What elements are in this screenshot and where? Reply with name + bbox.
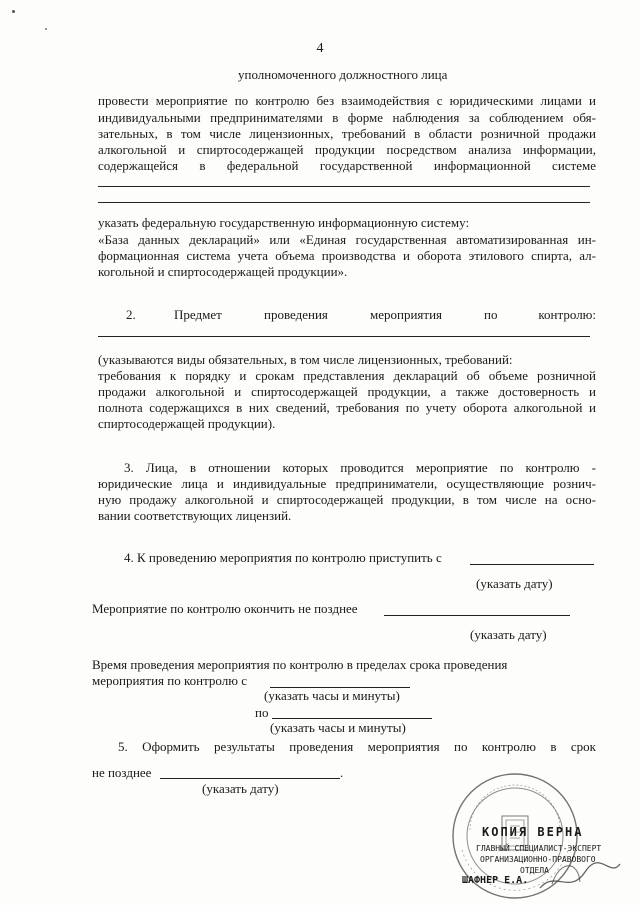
blank-line (98, 336, 590, 337)
heading-word: контролю: (538, 307, 596, 322)
end-date-field[interactable] (384, 615, 570, 616)
stamp-signer-name: ШАФНЕР Е.А. (462, 875, 529, 886)
end-date-text: Мероприятие по контролю окончить не позднее (92, 601, 358, 616)
result-date-hint: (указать дату) (202, 781, 279, 796)
time-line-1: Время проведения мероприятия по контролю в пределах срока проведения (92, 657, 508, 672)
heading-word: проведения (264, 307, 328, 322)
info-system-hint: указать федеральную государственную информационную систему: (98, 215, 470, 230)
section-2-line-5: спиртосодержащей продукции). (98, 416, 276, 431)
intro-line-5: содержащейся в федеральной государственной информационной системе (98, 158, 596, 173)
section-number: 2. (126, 307, 136, 322)
section-3-line-3: ную продажу алкогольной и спиртосодержащей продукции, в том числе на осно- (98, 492, 596, 507)
section-2-line-1: (указываются виды обязательных, в том числе лицензионных, требований: (98, 352, 513, 367)
stamp-line-2: ОРГАНИЗАЦИОННО-ПРАВОВОГО (480, 855, 596, 864)
heading-word: Предмет (174, 307, 222, 322)
heading-word: по (484, 307, 498, 322)
start-date-hint: (указать дату) (476, 576, 553, 591)
scan-speck (45, 28, 47, 30)
page-number: 4 (316, 41, 324, 56)
intro-line-3: зательных, в том числе лицензионных, требований в области розничной продажи (98, 126, 596, 141)
stamp-line-1: ГЛАВНЫЙ СПЕЦИАЛИСТ-ЭКСПЕРТ (476, 844, 602, 853)
section-2-line-4: полнота содержащихся в них сведений, требования по учету оборота алкогольной и (98, 400, 596, 415)
start-date-text: 4. К проведению мероприятия по контролю приступить с (124, 550, 442, 565)
section-2-line-2: требования к порядку и срокам представления деклараций об объеме розничной (98, 368, 596, 383)
info-system-line-1: «База данных деклараций» или «Единая государственная автоматизированная ин- (98, 232, 596, 247)
to-label: по (255, 705, 269, 720)
end-time-hint: (указать часы и минуты) (270, 720, 406, 735)
stamp-line-3: ОТДЕЛА (520, 866, 549, 875)
start-date-field[interactable] (470, 564, 594, 565)
authorized-official-label: уполномоченного должностного лица (238, 67, 448, 82)
info-system-line-3: когольной и спиртосодержащей продукции». (98, 264, 348, 279)
heading-word: мероприятия (370, 307, 443, 322)
section-3-line-1: 3. Лица, в отношении которых проводится мероприятие по контролю - (124, 460, 596, 475)
blank-line (98, 202, 590, 203)
section-2-heading (98, 306, 596, 323)
scan-speck (12, 10, 15, 13)
section-5-line-1: 5. Оформить результаты проведения мероприятия по контролю в срок (118, 739, 596, 754)
intro-line-4: алкогольной и спиртосодержащей продукции посредством анализа информации, (98, 142, 596, 157)
blank-line (98, 186, 590, 187)
certification-stamp (440, 760, 630, 900)
section-5-line-2: не позднее (92, 765, 152, 780)
intro-line-1: провести мероприятие по контролю без взаимодействия с юридическими лицами и (98, 93, 596, 108)
end-date-hint: (указать дату) (470, 627, 547, 642)
section-2-line-3: продажи алкогольной и спиртосодержащей продукции, а также достоверность и (98, 384, 596, 399)
section-3-line-4: вании соответствующих лицензий. (98, 508, 292, 523)
start-time-hint: (указать часы и минуты) (264, 688, 400, 703)
copy-verified-label: КОПИЯ ВЕРНА (482, 825, 584, 839)
period: . (340, 765, 344, 780)
result-date-field[interactable] (160, 778, 340, 779)
section-3-line-2: юридические лица и индивидуальные предприниматели, осуществляющие рознич- (98, 476, 596, 491)
time-line-2: мероприятия по контролю с (92, 673, 247, 688)
intro-line-2: индивидуальными предпринимателями в форме наблюдения за соблюдением обя- (98, 110, 596, 125)
info-system-line-2: формационная система учета объема производства и оборота этилового спирта, ал- (98, 248, 596, 263)
